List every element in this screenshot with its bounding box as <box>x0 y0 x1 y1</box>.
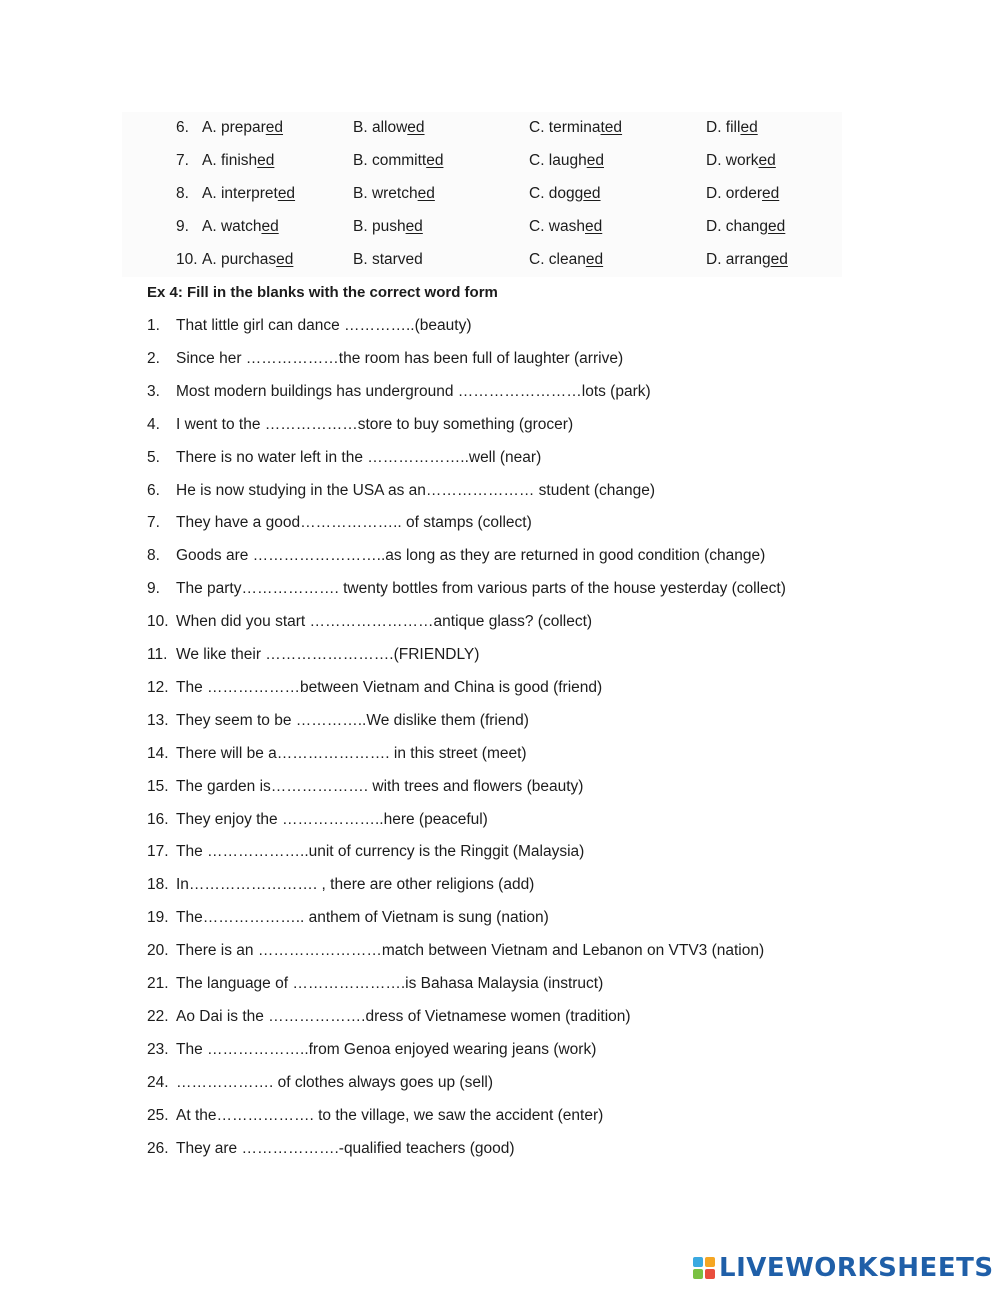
underlined-ending: ed <box>586 152 604 169</box>
item-number: 3. <box>147 382 160 400</box>
option-text: D. arrang <box>706 251 771 268</box>
item-number: 5. <box>147 448 160 466</box>
option-text: D. chang <box>706 218 769 235</box>
option-c <box>529 218 602 236</box>
underlined-ending: ed <box>426 152 444 169</box>
logo-square <box>705 1257 715 1267</box>
mc-row <box>122 112 842 145</box>
option-text: A. watch <box>202 218 262 235</box>
item-number: 9. <box>147 580 160 598</box>
item-number: 8. <box>147 547 160 565</box>
underlined-ending: ed <box>740 119 758 136</box>
item-text: The ………………..from Genoa enjoyed wearing jeans (work) <box>176 1040 597 1058</box>
exercise-item <box>147 482 655 506</box>
item-text: Goods are ……………………..as long as they are returned in good condition (change) <box>176 547 766 565</box>
option-a <box>202 152 274 170</box>
underlined-ending: ed <box>770 251 788 268</box>
underlined-ending: ed <box>583 185 601 202</box>
option-text: D. fill <box>706 119 741 136</box>
option-text: A. purchas <box>202 251 277 268</box>
exercise-item <box>147 1074 493 1098</box>
underlined-ending: ed <box>758 152 776 169</box>
option-a <box>202 185 295 203</box>
exercise-item <box>147 909 549 933</box>
item-text: Most modern buildings has underground ……………………lots (park) <box>176 382 651 400</box>
exercise-item <box>147 646 479 670</box>
option-c <box>529 251 603 269</box>
option-text: C. wash <box>529 218 585 235</box>
underlined-ending: ed <box>585 218 603 235</box>
exercise-item <box>147 679 602 703</box>
option-text: C. clean <box>529 251 586 268</box>
item-text: We like their …………………….(FRIENDLY) <box>176 646 480 663</box>
item-text: There will be a…………………. in this street (meet) <box>176 744 527 762</box>
item-text: The party………………. twenty bottles from various parts of the house yesterday (collect) <box>176 580 786 598</box>
item-text: Ao Dai is the ……………….dress of Vietnamese women (tradition) <box>176 1007 631 1025</box>
item-number: 11. <box>147 646 168 663</box>
item-number: 19. <box>147 909 169 927</box>
item-number: 2. <box>147 349 160 367</box>
item-text: There is an ……………………match between Vietnam and Lebanon on VTV3 (nation) <box>176 942 765 960</box>
exercise-item <box>147 975 603 999</box>
option-b <box>353 218 423 236</box>
item-text: They have a good……………….. of stamps (collect) <box>176 514 532 532</box>
mc-row <box>122 211 842 244</box>
item-number: 25. <box>147 1106 169 1124</box>
item-number: 7. <box>147 514 160 532</box>
underlined-ending: ed <box>762 185 780 202</box>
exercise-item <box>147 317 471 341</box>
item-text: The……………….. anthem of Vietnam is sung (nation) <box>176 909 549 927</box>
item-text: At the………………. to the village, we saw the accident (enter) <box>176 1106 604 1124</box>
question-number: 8. <box>176 185 189 202</box>
item-number: 14. <box>147 744 169 762</box>
option-text: B. committ <box>353 152 427 169</box>
liveworksheets-logo <box>693 1253 994 1283</box>
item-text: In……………………. , there are other religions (add) <box>176 876 535 894</box>
logo-square <box>693 1257 703 1267</box>
underlined-ending: ed <box>405 218 423 235</box>
mc-row <box>122 178 842 211</box>
option-a <box>202 119 283 137</box>
item-number: 10. <box>147 613 169 631</box>
exercise-item <box>147 547 765 571</box>
question-number: 6. <box>176 119 189 136</box>
option-text: C. laugh <box>529 152 587 169</box>
item-text: I went to the ………………store to buy something (grocer) <box>176 415 574 433</box>
item-text: The language of ………………….is Bahasa Malaysia (instruct) <box>176 975 604 992</box>
option-text: B. wretch <box>353 185 418 202</box>
item-text: They seem to be …………..We dislike them (friend) <box>176 711 529 729</box>
exercise-item <box>147 843 584 867</box>
item-text: The garden is………………. with trees and flowers (beauty) <box>176 777 584 795</box>
item-text: He is now studying in the USA as an………………… student (change) <box>176 481 655 499</box>
option-b <box>353 119 425 137</box>
exercise-item <box>147 745 527 769</box>
exercise-item <box>147 383 651 407</box>
item-number: 23. <box>147 1040 169 1058</box>
option-a <box>202 218 279 236</box>
item-number: 26. <box>147 1139 169 1157</box>
underlined-ending: ed <box>768 218 786 235</box>
exercise-item <box>147 449 541 473</box>
logo-square <box>693 1269 703 1279</box>
question-number: 9. <box>176 218 189 235</box>
exercise-item <box>147 942 764 966</box>
logo-square <box>705 1269 715 1279</box>
underlined-ending: ed <box>277 185 296 202</box>
exercise-heading: Ex 4: Fill in the blanks with the correct word form <box>147 284 498 301</box>
item-number: 4. <box>147 415 160 433</box>
exercise-item <box>147 811 488 835</box>
item-text: They are ……………….-qualified teachers (good) <box>176 1139 515 1157</box>
exercise-item <box>147 1140 515 1164</box>
underlined-ending: ed <box>417 185 435 202</box>
item-text: That little girl can dance …………..(beauty) <box>176 317 472 334</box>
exercise-item <box>147 514 532 538</box>
underlined-ending: ed <box>261 218 279 235</box>
item-number: 24. <box>147 1073 169 1091</box>
mc-row <box>122 145 842 178</box>
item-text: Since her ………………the room has been full of laughter (arrive) <box>176 349 624 367</box>
option-a <box>202 251 293 269</box>
item-text: When did you start ……………………antique glass? (collect) <box>176 613 593 631</box>
exercise-item <box>147 580 786 604</box>
exercise-item <box>147 416 573 440</box>
item-number: 1. <box>147 317 160 334</box>
item-text: ………………. of clothes always goes up (sell) <box>176 1073 493 1091</box>
item-number: 6. <box>147 481 160 499</box>
question-number: 7. <box>176 152 189 169</box>
underlined-ending: ed <box>585 251 604 268</box>
underlined-ending: ed <box>407 119 425 136</box>
underlined-ending: ted <box>600 119 623 136</box>
option-text: C. termina <box>529 119 601 136</box>
question-number: 10. <box>176 251 198 268</box>
multiple-choice-table <box>122 112 842 277</box>
item-number: 12. <box>147 678 169 696</box>
exercise-item <box>147 712 529 736</box>
option-text: A. interpret <box>202 185 278 202</box>
item-text: The ………………between Vietnam and China is good (friend) <box>176 678 603 696</box>
item-number: 20. <box>147 942 169 960</box>
underlined-ending: ed <box>265 119 284 136</box>
option-text: D. work <box>706 152 759 169</box>
item-number: 17. <box>147 843 169 861</box>
option-text: C. dogg <box>529 185 584 202</box>
item-number: 22. <box>147 1007 169 1025</box>
item-number: 13. <box>147 711 169 729</box>
option-text: B. starved <box>353 251 423 268</box>
option-text: A. finish <box>202 152 258 169</box>
option-d <box>706 185 779 203</box>
option-b <box>353 152 443 170</box>
option-text: A. prepar <box>202 119 266 136</box>
mc-row <box>122 244 842 277</box>
logo-text: LIVEWORKSHEETS <box>719 1253 994 1283</box>
option-c <box>529 119 622 137</box>
item-text: There is no water left in the ………………..well (near) <box>176 448 542 466</box>
exercise-item <box>147 778 583 802</box>
option-d <box>706 218 785 236</box>
option-d <box>706 119 758 137</box>
item-text: They enjoy the ………………..here (peaceful) <box>176 810 488 828</box>
exercise-item <box>147 1041 596 1065</box>
item-number: 16. <box>147 810 169 828</box>
option-b <box>353 185 435 203</box>
item-number: 21. <box>147 975 169 992</box>
logo-mark-icon <box>693 1257 715 1279</box>
option-d <box>706 251 788 269</box>
exercise-item <box>147 1008 631 1032</box>
item-number: 15. <box>147 777 169 795</box>
option-text: D. order <box>706 185 762 202</box>
item-text: The ………………..unit of currency is the Ringgit (Malaysia) <box>176 843 585 861</box>
option-c <box>529 152 604 170</box>
underlined-ending: ed <box>276 251 294 268</box>
option-c <box>529 185 601 203</box>
exercise-item <box>147 876 534 900</box>
exercise-item <box>147 1107 603 1131</box>
option-d <box>706 152 776 170</box>
underlined-ending: ed <box>257 152 275 169</box>
option-text: B. allow <box>353 119 408 136</box>
item-number: 18. <box>147 876 169 894</box>
option-text: B. push <box>353 218 406 235</box>
option-b <box>353 251 423 269</box>
exercise-item <box>147 350 623 374</box>
exercise-item <box>147 613 592 637</box>
